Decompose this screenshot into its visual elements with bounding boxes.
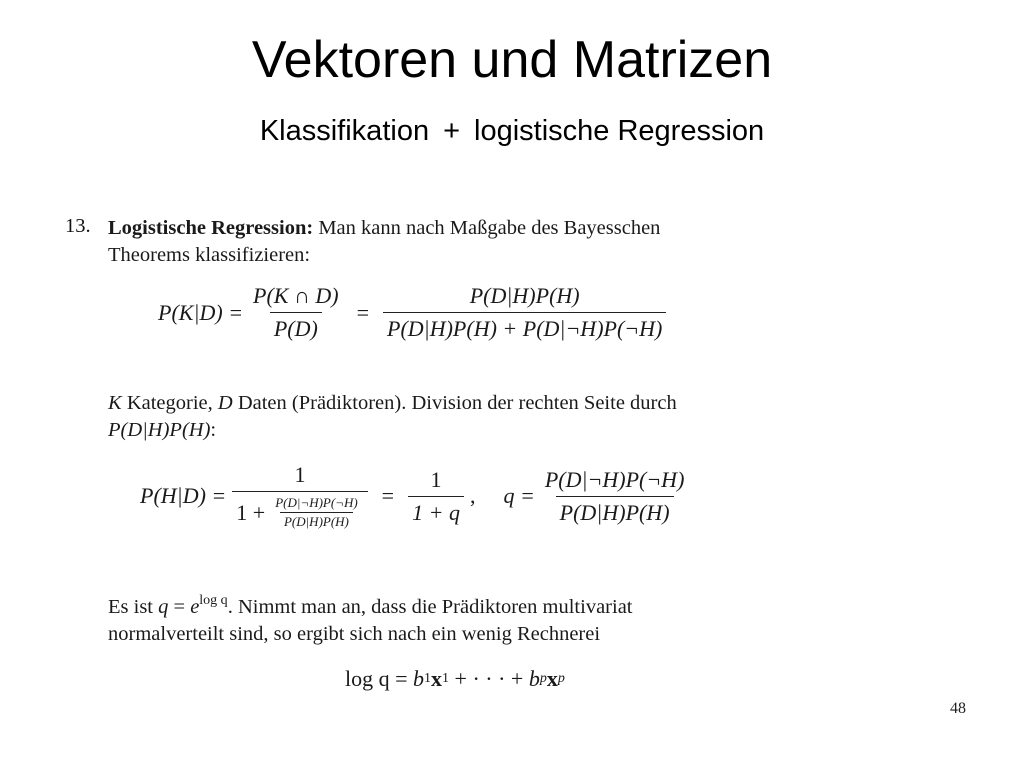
division-line-2 <box>108 417 868 444</box>
text-nimmt: . Nimmt man an, dass die Prädiktoren multivariat <box>227 596 633 618</box>
eq2-f1-numerator: 1 <box>294 462 306 487</box>
item-number: 13. <box>65 215 91 237</box>
eq2-comma: , <box>469 483 476 508</box>
text-equals: = <box>173 596 186 618</box>
division-paragraph <box>108 390 868 444</box>
symbol-K: K <box>108 392 122 414</box>
eq3-xp: x <box>546 666 558 691</box>
eq3-x1-sub: 1 <box>442 671 450 686</box>
eq1-f2-numerator: P(D|H)P(H) <box>469 283 580 308</box>
eq2-f2-numerator: 1 <box>430 466 442 492</box>
intro-line-2: Theorems klassifizieren: <box>108 244 311 266</box>
symbol-e: e <box>190 596 200 618</box>
exponent-log-q: log q <box>199 593 228 608</box>
subtitle-plus: + <box>443 115 461 147</box>
eq2-inner-denominator: P(D|H)P(H) <box>280 512 353 530</box>
eq3-mid: + · · · + <box>449 666 529 691</box>
normal-line-2: normalverteilt sind, so ergibt sich nach ein wenig Rechnerei <box>108 623 601 645</box>
eq3-b1: b <box>413 666 425 691</box>
log-linear-equation <box>345 666 565 692</box>
eq1-equals: = <box>356 299 370 325</box>
eq2-q-lhs: q = <box>503 483 535 508</box>
eq1-lhs: P(K|D) = <box>158 299 244 325</box>
intro-rest: Man kann nach Maßgabe des Bayesschen <box>318 217 661 239</box>
item-heading: Logistische Regression: <box>108 217 314 239</box>
text-kategorie: Kategorie, <box>126 392 213 414</box>
symbol-q: q <box>158 596 169 618</box>
page-number: 48 <box>950 700 966 717</box>
eq3-bp-sub: p <box>539 671 547 686</box>
slide-title: Vektoren und Matrizen <box>251 31 773 89</box>
eq2-f3-numerator: P(D|¬H)P(¬H) <box>544 466 685 492</box>
intro-paragraph <box>108 215 868 269</box>
eq2-fraction-3 <box>541 467 689 526</box>
eq1-fraction-1 <box>249 283 343 342</box>
eq2-f3-denominator: P(D|H)P(H) <box>556 496 674 526</box>
eq1-fraction-2 <box>383 283 666 342</box>
subtitle-left: Klassifikation <box>259 115 430 147</box>
symbol-D: D <box>217 392 233 414</box>
subtitle-right: logistische Regression <box>474 115 765 147</box>
text-es-ist: Es ist <box>108 596 153 618</box>
eq2-lhs: P(H|D) = <box>140 483 227 508</box>
normal-paragraph <box>108 587 868 648</box>
division-line-1 <box>108 390 868 417</box>
normal-line-1 <box>108 587 868 621</box>
eq2-fraction-1 <box>232 462 367 530</box>
eq2-f1-den-prefix: 1 + <box>236 499 266 525</box>
eq3-lhs: log q = <box>345 666 414 691</box>
division-colon: : <box>210 419 217 441</box>
eq3-xp-sub: p <box>557 671 565 686</box>
eq3-bp: b <box>528 666 540 691</box>
eq2-fraction-2 <box>408 467 464 526</box>
division-term: P(D|H)P(H) <box>108 419 211 441</box>
eq1-f1-denominator: P(D) <box>270 312 322 342</box>
eq1-f2-denominator: P(D|H)P(H) + P(D|¬H)P(¬H) <box>383 312 666 342</box>
eq2-f1-denominator <box>232 491 367 530</box>
eq3-x1: x <box>431 666 443 691</box>
eq2-inner-numerator: P(D|¬H)P(¬H) <box>275 495 358 510</box>
intro-line-1 <box>108 215 868 242</box>
text-daten: Daten (Prädiktoren). Division der rechten Seite durch <box>237 392 677 414</box>
slide-subtitle <box>0 115 1024 148</box>
eq2-inner-fraction <box>271 495 361 530</box>
eq2-equals: = <box>381 483 395 508</box>
bayes-equation <box>158 283 672 342</box>
posterior-equation <box>140 462 694 530</box>
eq1-f1-numerator: P(K ∩ D) <box>253 283 339 308</box>
eq2-f2-denominator: 1 + q <box>408 496 464 526</box>
eq3-b1-sub: 1 <box>424 671 432 686</box>
